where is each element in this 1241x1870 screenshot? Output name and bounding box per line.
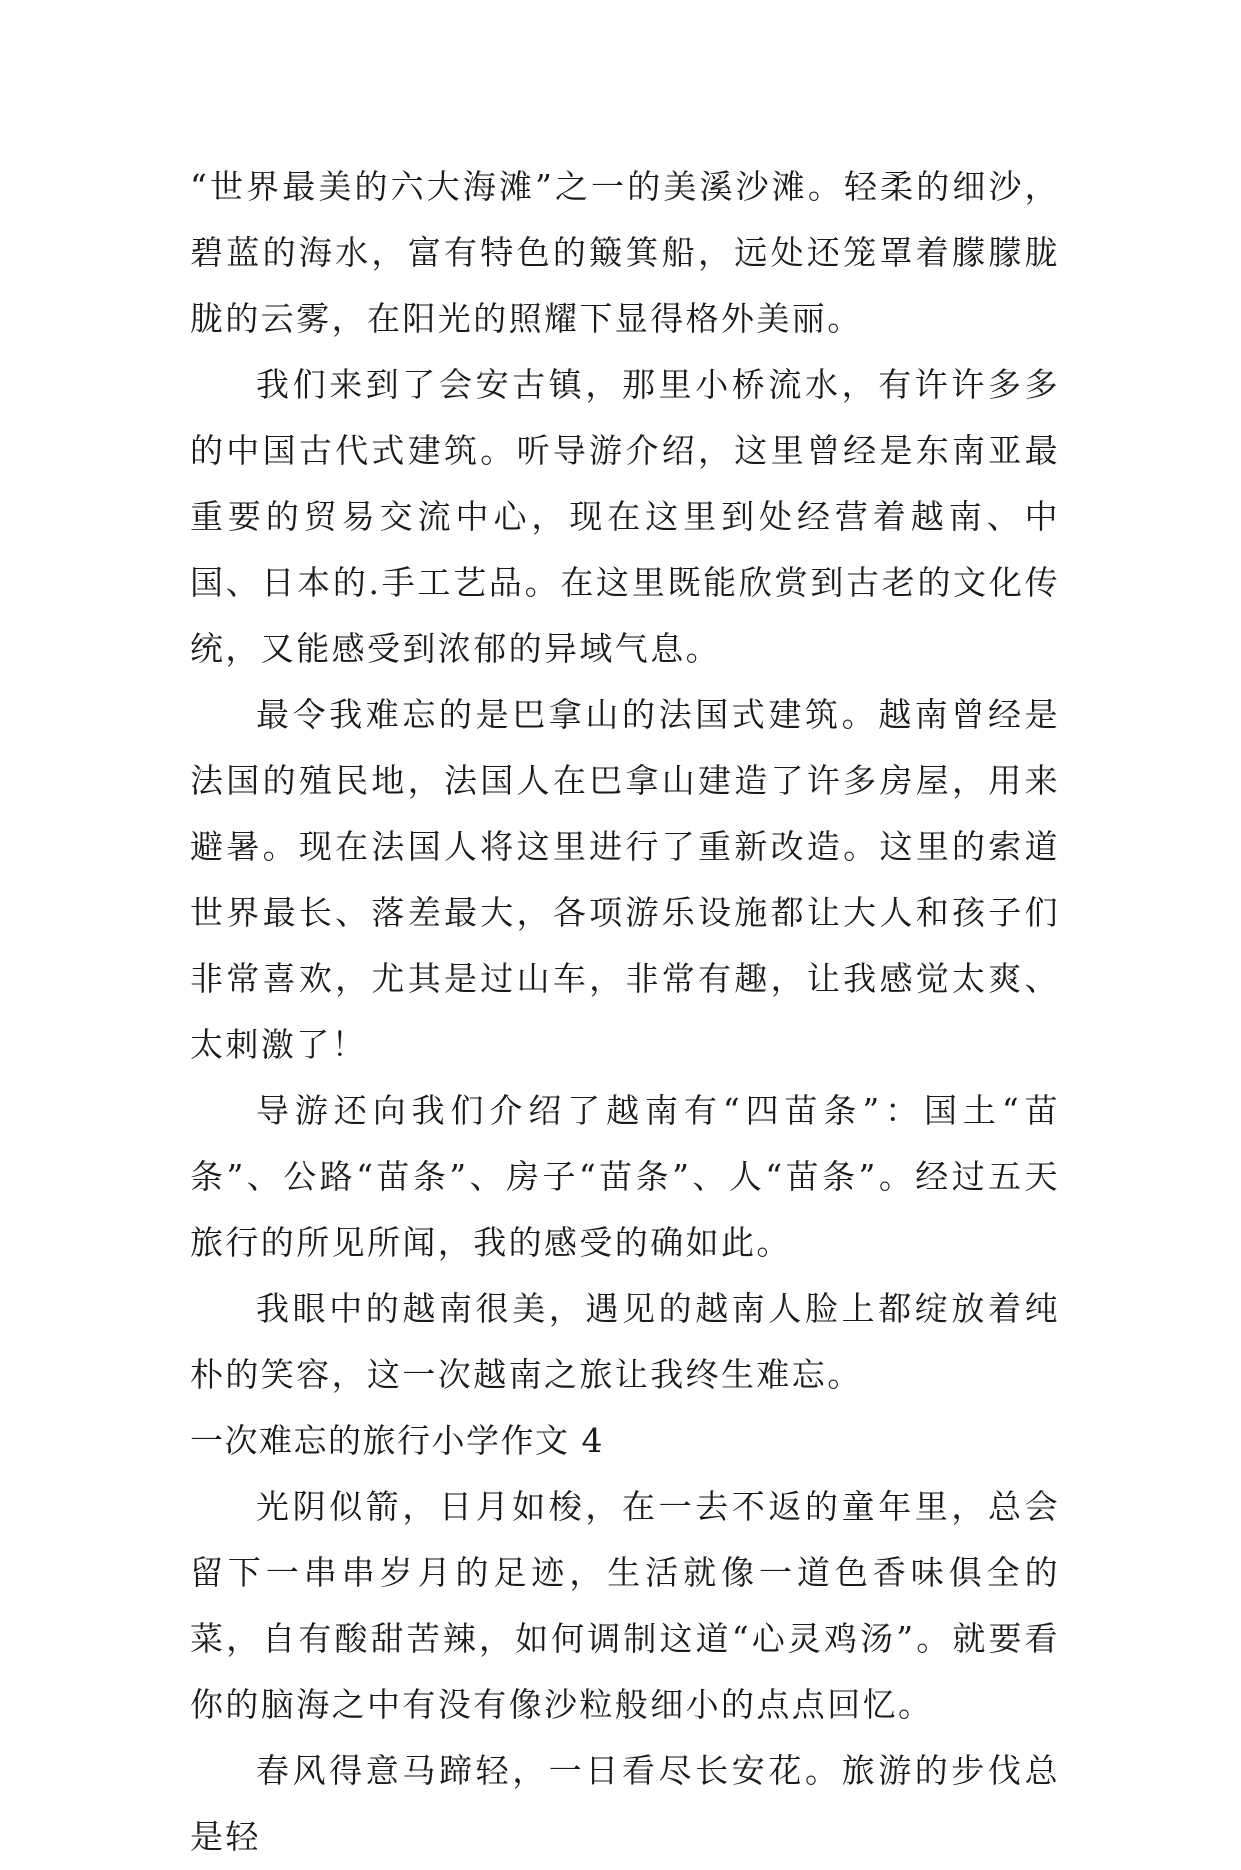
paragraph-conclusion: 我眼中的越南很美，遇见的越南人脸上都绽放着纯朴的笑容，这一次越南之旅让我终生难忘。 bbox=[190, 1289, 1060, 1394]
paragraph-hoi-an: 我们来到了会安古镇，那里小桥流水，有许许多多的中国古代式建筑。听导游介绍，这里曾经是东南亚最重要的贸易交流中心，现在这里到处经营着越南、中国、日本的.手工艺品。在这里既能欣赏到古老的文化传统，又能感受到浓郁的异域气息。 bbox=[190, 365, 1060, 668]
section-title: 一次难忘的旅行小学作文 4 bbox=[190, 1421, 604, 1460]
paragraph-beach: “世界最美的六大海滩”之一的美溪沙滩。轻柔的细沙，碧蓝的海水，富有特色的簸箕船，远处还笼罩着朦朦胧胧的云雾，在阳光的照耀下显得格外美丽。 bbox=[190, 167, 1060, 338]
paragraph-ba-na-hills: 最令我难忘的是巴拿山的法国式建筑。越南曾经是法国的殖民地，法国人在巴拿山建造了许多房屋，用来避暑。现在法国人将这里进行了重新改造。这里的索道世界最长、落差最大，各项游乐设施都让大人和孩子们非常喜欢，尤其是过山车，非常有趣，让我感觉太爽、太刺激了！ bbox=[190, 695, 1060, 1064]
document-body bbox=[190, 154, 1060, 1870]
paragraph-childhood: 光阴似箭，日月如梭，在一去不返的童年里，总会留下一串串岁月的足迹，生活就像一道色香味俱全的菜，自有酸甜苦辣，如何调制这道“心灵鸡汤”。就要看你的脑海之中有没有像沙粒般细小的点点回忆。 bbox=[190, 1487, 1060, 1724]
paragraph-spring-breeze: 春风得意马蹄轻，一日看尽长安花。旅游的步伐总是轻 bbox=[190, 1751, 1060, 1856]
paragraph-four-slim: 导游还向我们介绍了越南有“四苗条”：国土“苗条”、公路“苗条”、房子“苗条”、人“苗条”。经过五天旅行的所见所闻，我的感受的确如此。 bbox=[190, 1091, 1060, 1262]
